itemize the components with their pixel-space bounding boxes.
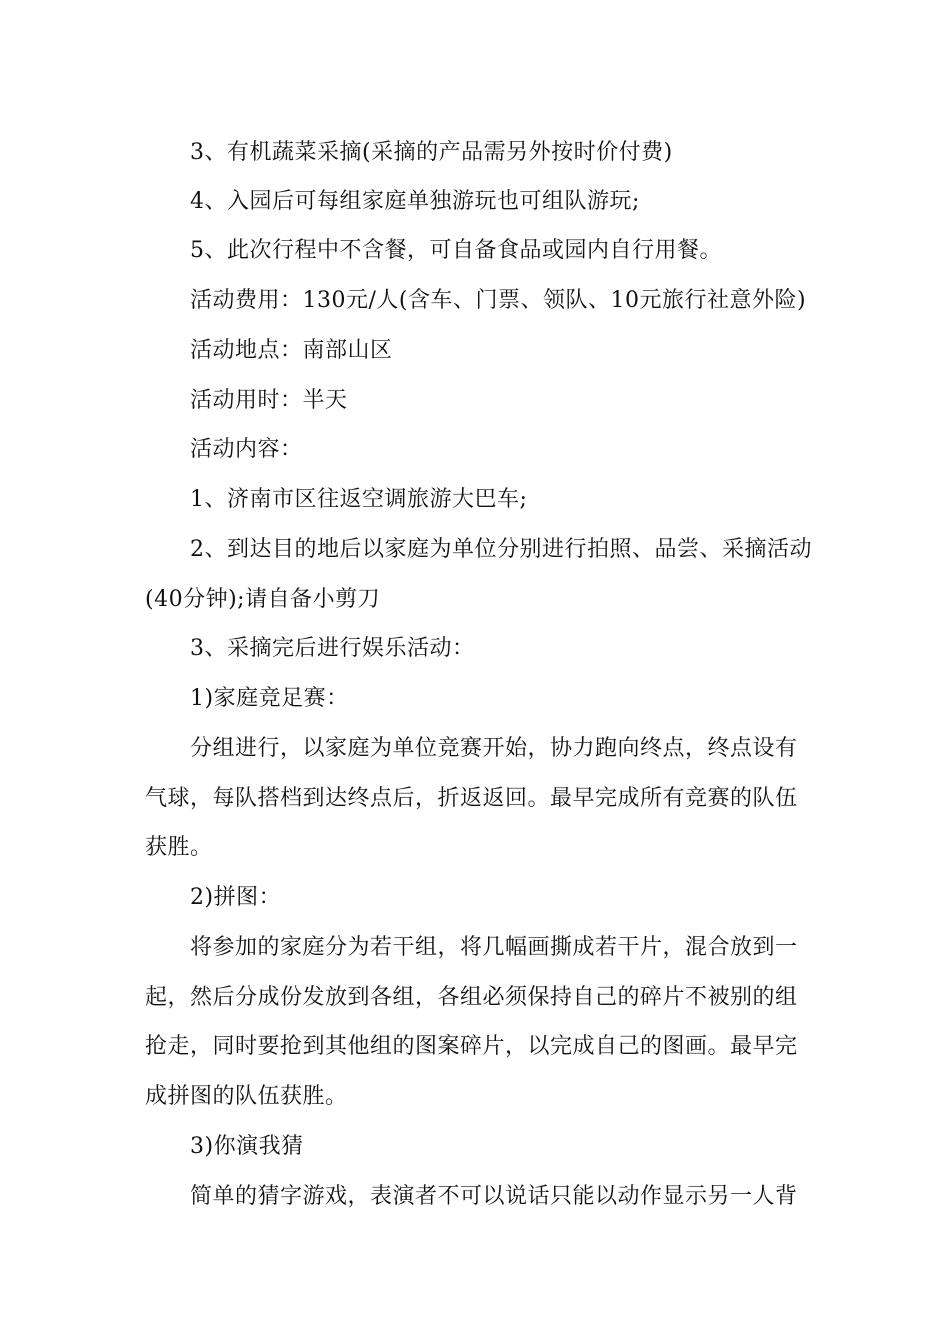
text-line: 5、此次行程中不含餐，可自备食品或园内自行用餐。: [190, 238, 722, 263]
text-line: 3)你演我猜: [190, 1134, 304, 1159]
text-line: 简单的猜字游戏，表演者不可以说话只能以动作显示另一人背: [190, 1184, 798, 1209]
text-line: 2)拼图：: [190, 885, 282, 910]
text-line: 成拼图的队伍获胜。: [145, 1084, 348, 1109]
text-line: (40分钟);请自备小剪刀: [145, 587, 381, 612]
text-line: 3、有机蔬菜采摘(采摘的产品需另外按时价付费): [190, 140, 673, 165]
text-line: 1、济南市区往返空调旅游大巴车;: [190, 487, 528, 512]
text-line: 活动内容：: [190, 437, 303, 462]
text-line: 3、采摘完后进行娱乐活动：: [190, 636, 475, 661]
text-line: 2、到达目的地后以家庭为单位分别进行拍照、品尝、采摘活动: [190, 537, 812, 562]
text-line: 4、入园后可每组家庭单独游玩也可组队游玩;: [190, 189, 640, 214]
text-line: 起，然后分成份发放到各组，各组必须保持自己的碎片不被别的组: [145, 985, 798, 1010]
text-line: 活动地点：南部山区: [190, 338, 393, 363]
text-line: 获胜。: [145, 835, 213, 860]
text-line: 活动用时：半天: [190, 388, 348, 413]
text-line: 抢走，同时要抢到其他组的图案碎片，以完成自己的图画。最早完: [145, 1034, 798, 1059]
text-line: 将参加的家庭分为若干组，将几幅画撕成若干片，混合放到一: [190, 935, 798, 960]
text-line: 分组进行，以家庭为单位竞赛开始，协力跑向终点，终点设有: [190, 736, 798, 761]
text-line: 活动费用：130元/人(含车、门票、领队、10元旅行社意外险): [190, 288, 807, 313]
text-line: 气球，每队搭档到达终点后，折返返回。最早完成所有竞赛的队伍: [145, 786, 798, 811]
text-line: 1)家庭竞足赛：: [190, 686, 349, 711]
